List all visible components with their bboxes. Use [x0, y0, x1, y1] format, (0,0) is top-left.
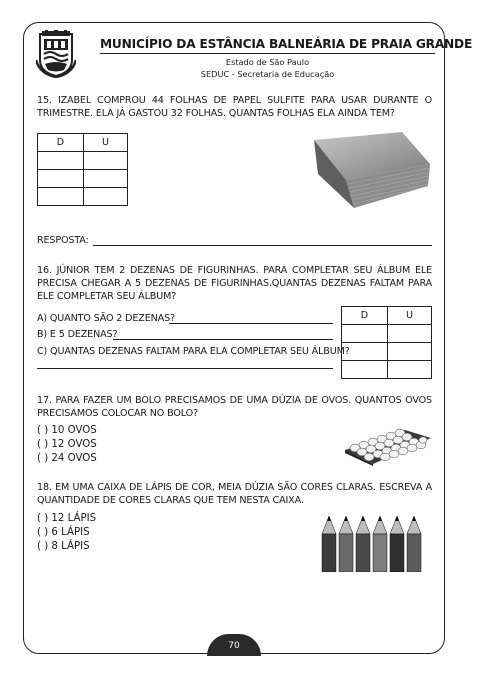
- page-title: MUNICÍPIO DA ESTÂNCIA BALNEÁRIA DE PRAIA GRANDE: [100, 37, 473, 51]
- question-17-text: 17. PARA FAZER UM BOLO PRECISAMOS DE UMA DÚZIA DE OVOS. QUANTOS OVOS PRECISAMOS COLOCAR NO BOLO?: [37, 395, 432, 419]
- state-subtitle: Estado de São Paulo: [225, 57, 310, 67]
- municipal-crest-icon: [36, 30, 76, 78]
- q16-cell[interactable]: [342, 361, 388, 379]
- question-18-text: 18. EM UMA CAIXA DE LÁPIS DE COR, MEIA DÚZIA SÃO CORES CLARAS. ESCREVA A QUANTIDADE DE CORES CLARAS QUE TEM NESTA CAIXA.: [37, 482, 432, 506]
- q16-part-b-line[interactable]: [113, 339, 333, 340]
- q16-part-a: A) QUANTO SÃO 2 DEZENAS?: [37, 313, 175, 324]
- header-divider: [100, 53, 435, 54]
- q16-header-u: U: [388, 307, 432, 325]
- q15-du-table: [37, 133, 128, 206]
- question-16-text: 16. JÚNIOR TEM 2 DEZENAS DE FIGURINHAS. PARA COMPLETAR SEU ÁLBUM ELE PRECISA CHEGAR A 5 DEZENAS DE FIGURINHAS.QUANTAS DEZENAS FALTAM PARA ELE COMPLETAR SEU ÁLBUM?: [37, 265, 432, 302]
- q15-answer-line[interactable]: [93, 245, 432, 246]
- q15-cell[interactable]: [84, 152, 128, 170]
- q15-header-d: D: [38, 134, 84, 152]
- q15-cell[interactable]: [38, 152, 84, 170]
- q16-part-c-line[interactable]: [37, 368, 333, 369]
- q18-option-6[interactable]: ( ) 6 LÁPIS: [37, 527, 90, 538]
- q15-cell[interactable]: [84, 170, 128, 188]
- q16-du-table: [341, 306, 432, 379]
- egg-carton-image: [343, 420, 433, 466]
- q16-cell[interactable]: [342, 325, 388, 343]
- department-subtitle: SEDUC - Secretaria de Educação: [200, 69, 335, 79]
- q16-cell[interactable]: [388, 343, 432, 361]
- q15-answer-label: RESPOSTA:: [37, 235, 89, 246]
- q16-part-b: B) E 5 DEZENAS?: [37, 329, 118, 340]
- q16-part-a-line[interactable]: [169, 323, 333, 324]
- q16-cell[interactable]: [388, 361, 432, 379]
- colored-pencils-image: [320, 514, 426, 572]
- q16-header-d: D: [342, 307, 388, 325]
- q15-cell[interactable]: [84, 188, 128, 206]
- q17-option-24[interactable]: ( ) 24 OVOS: [37, 453, 97, 464]
- q15-header-u: U: [84, 134, 128, 152]
- q18-option-12[interactable]: ( ) 12 LÁPIS: [37, 513, 97, 524]
- q16-cell[interactable]: [342, 343, 388, 361]
- q17-option-10[interactable]: ( ) 10 OVOS: [37, 425, 97, 436]
- q18-option-8[interactable]: ( ) 8 LÁPIS: [37, 541, 90, 552]
- page-number: 70: [228, 641, 240, 651]
- q15-cell[interactable]: [38, 188, 84, 206]
- q17-option-12[interactable]: ( ) 12 OVOS: [37, 439, 97, 450]
- q16-part-c: C) QUANTAS DEZENAS FALTAM PARA ELA COMPLETAR SEU ÁLBUM?: [37, 346, 350, 357]
- q16-cell[interactable]: [388, 325, 432, 343]
- q15-cell[interactable]: [38, 170, 84, 188]
- paper-stack-image: [310, 130, 434, 210]
- question-15-text: 15. IZABEL COMPROU 44 FOLHAS DE PAPEL SULFITE PARA USAR DURANTE O TRIMESTRE. ELA JÁ GASTOU 32 FOLHAS. QUANTAS FOLHAS ELA AINDA TEM?: [37, 95, 432, 119]
